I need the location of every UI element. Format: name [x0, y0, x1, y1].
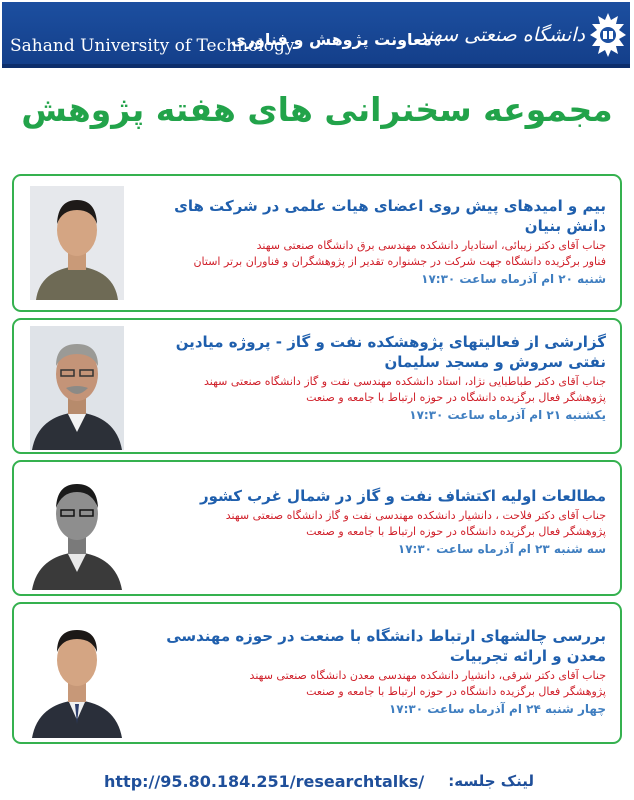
talk-speaker: جناب آقای دکتر شرقی، دانشیار دانشکده مهندسی معدن دانشگاه صنعتی سهند: [249, 669, 606, 682]
talk-text: [146, 196, 606, 288]
university-emblem-icon: [586, 10, 630, 60]
speaker-photo: [30, 470, 124, 590]
talk-date: یکشنبه ۲۱ ام آذرماه ساعت ۱۷:۳۰: [409, 408, 606, 422]
talk-speaker: جناب آقای دکتر فلاحت ، دانشیار دانشکده مهندسی نفت و گاز دانشگاه صنعتی سهند: [225, 509, 606, 522]
talk-speaker: جناب آقای دکتر زیبائی، استادیار دانشکده مهندسی برق دانشگاه صنعتی سهند: [256, 239, 606, 252]
talk-title: بیم و امیدهای پیش روی اعضای هیات علمی در شرکت های دانش بنیان: [174, 197, 606, 235]
talk-note: پژوهشگر فعال برگزیده دانشگاه در حوزه ارتباط با جامعه و صنعت: [306, 525, 606, 538]
speaker-photo: [30, 326, 124, 450]
meeting-link-footer: [0, 772, 634, 796]
talk-title: مطالعات اولیه اکتشاف نفت و گاز در شمال غرب کشور: [199, 487, 606, 505]
page-title: مجموعه سخنرانی های هفته پژوهش: [21, 90, 613, 129]
talk-card: [12, 318, 622, 454]
meeting-link-url[interactable]: http://95.80.184.251/researchtalks/: [104, 772, 425, 791]
speaker-photo: [30, 186, 124, 300]
talk-date: سه شنبه ۲۳ ام آذرماه ساعت ۱۷:۳۰: [397, 542, 606, 556]
talk-note: پژوهشگر فعال برگزیده دانشگاه در حوزه ارتباط با جامعه و صنعت: [306, 391, 606, 404]
talk-date: شنبه ۲۰ ام آذرماه ساعت ۱۷:۳۰: [421, 272, 606, 286]
university-name-en: Sahand University of Technology: [10, 36, 295, 56]
talk-note: پژوهشگر فعال برگزیده دانشگاه در حوزه ارتباط با جامعه و صنعت: [306, 685, 606, 698]
speaker-photo: [30, 612, 124, 738]
talk-date: چهار شنبه ۲۴ ام آذرماه ساعت ۱۷:۳۰: [388, 702, 606, 716]
talk-title: بررسی چالشهای ارتباط دانشگاه با صنعت در حوزه مهندسی معدن و ارائه تجربیات: [166, 627, 606, 665]
vice-presidency-title: معاونت پژوهش و فناوری: [231, 30, 432, 49]
header-bar: [2, 2, 630, 68]
meeting-link-label: لینک جلسه:: [448, 772, 534, 790]
talk-speaker: جناب آقای دکتر طباطبایی نژاد، استاد دانشکده مهندسی نفت و گاز دانشگاه صنعتی سهند: [203, 375, 606, 388]
talk-note: فناور برگزیده دانشگاه جهت شرکت در جشنواره تقدیر از پژوهشگران و فناوران برتر استان: [193, 255, 606, 268]
talk-text: [146, 486, 606, 558]
talk-text: [146, 332, 606, 424]
talk-card: [12, 174, 622, 312]
talk-card: [12, 460, 622, 596]
university-name-fa: دانشگاه صنعتی سهند: [417, 24, 585, 46]
talk-text: [146, 626, 606, 718]
talk-card: [12, 602, 622, 744]
talk-title: گزارشی از فعالیتهای پژوهشکده نفت و گاز - پروژه میادین نفتی سروش و مسجد سلیمان: [175, 333, 606, 371]
